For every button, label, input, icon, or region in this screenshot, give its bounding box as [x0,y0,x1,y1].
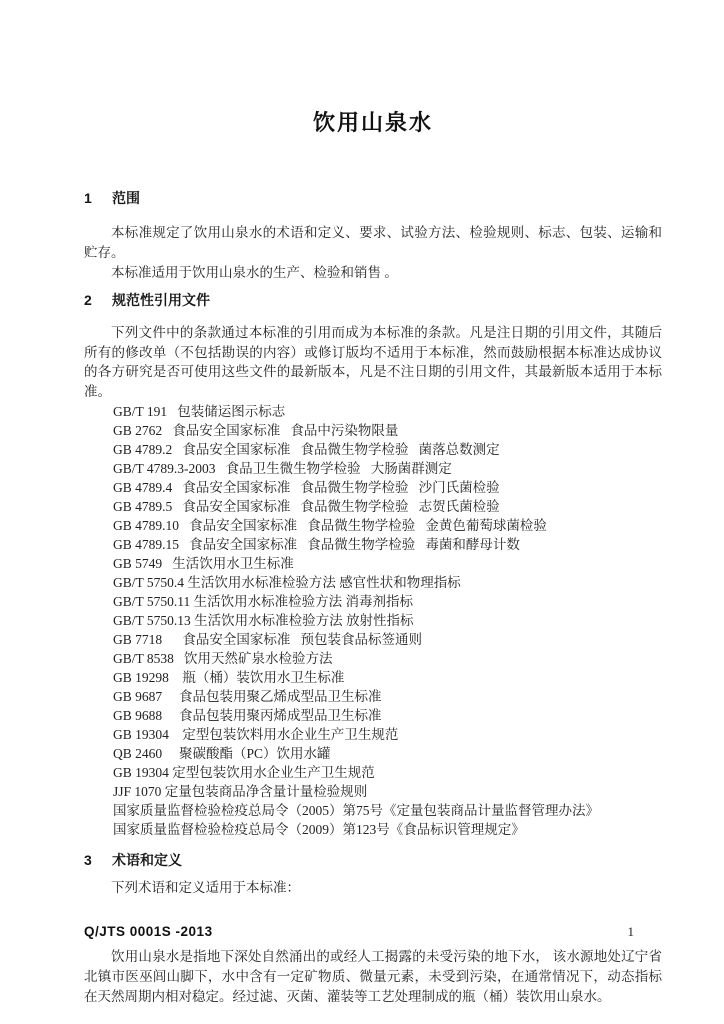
document-title: 饮用山泉水 [312,110,433,135]
section-3-number: 3 [84,852,92,868]
reference-item: GB 4789.4 食品安全国家标准 食品微生物学检验 沙门氏菌检验 [113,480,500,495]
reference-item: GB 4789.5 食品安全国家标准 食品微生物学检验 志贺氏菌检验 [113,499,500,514]
reference-item: GB/T 4789.3-2003 食品卫生微生物学检验 大肠菌群测定 [113,461,452,476]
scope-paragraph-1: 本标准规定了饮用山泉水的术语和定义、要求、试验方法、检验规则、标志、包装、运输和贮存。 [84,225,662,260]
reference-item: GB/T 5750.13 生活饮用水标准检验方法 放射性指标 [113,613,414,628]
reference-item: GB/T 5750.4 生活饮用水标准检验方法 感官性状和物理指标 [113,575,461,590]
reference-item: GB 9687 食品包装用聚乙烯成型品卫生标准 [113,689,382,704]
scope-paragraph-2: 本标准适用于饮用山泉水的生产、检验和销售 。 [111,265,398,280]
reference-item: GB 2762 食品安全国家标准 食品中污染物限量 [113,423,399,438]
reference-item: GB 5749 生活饮用水卫生标准 [113,556,294,571]
reference-item: QB 2460 聚碳酸酯（PC）饮用水罐 [113,746,331,761]
section-2-title: 规范性引用文件 [112,292,210,308]
reference-item: GB/T 8538 饮用天然矿泉水检验方法 [113,651,333,666]
reference-item: GB 4789.2 食品安全国家标准 食品微生物学检验 菌落总数测定 [113,442,500,457]
section-2-heading [84,290,662,310]
reference-item: GB 7718 食品安全国家标准 预包装食品标签通则 [113,632,423,647]
section-1-heading [84,188,662,208]
reference-item: GB 19304 定型包装饮用水企业生产卫生规范 [113,765,375,780]
reference-item: 国家质量监督检验检疫总局令（2009）第123号《食品标识管理规定》 [113,822,525,837]
references-intro-paragraph: 下列文件中的条款通过本标准的引用而成为本标准的条款。凡是注日期的引用文件，其随后所有的修改单（不包括勘误的内容）或修订版均不适用于本标准，然而鼓励根据本标准达成协议的各方研究是否可使用这些文件的最新版本，凡是不注日期的引用文件，其最新版本适用于本标准。 [84,325,662,399]
references-list [84,402,662,839]
reference-item: JJF 1070 定量包装商品净含量计量检验规则 [113,784,368,799]
section-1-title: 范围 [112,190,140,206]
reference-item: 国家质量监督检验检疫总局令（2005）第75号《定量包装商品计量监督管理办法》 [113,803,599,818]
reference-item: GB/T 5750.11 生活饮用水标准检验方法 消毒剂指标 [113,594,414,609]
section-3-heading [84,850,662,870]
reference-item: GB 19304 定型包装饮料用水企业生产卫生规范 [113,727,399,742]
document-code: Q/JTS 0001S -2013 [84,924,213,939]
definition-paragraph: 饮用山泉水是指地下深处自然涌出的或经人工揭露的未受污染的地下水， 该水源地处辽宁省北镇市医巫闾山脚下，水中含有一定矿物质、微量元素，未受到污染，在通常情况下，动态指标在天然周期内相对稳定。经过滤、灭菌、灌装等工艺处理制成的瓶（桶）装饮用山泉水。 [84,949,662,1004]
reference-item: GB 9688 食品包装用聚丙烯成型品卫生标准 [113,708,382,723]
reference-item: GB/T 191 包装储运图示标志 [113,404,286,419]
reference-item: GB 19298 瓶（桶）装饮用水卫生标准 [113,670,345,685]
reference-item: GB 4789.15 食品安全国家标准 食品微生物学检验 毒菌和酵母计数 [113,537,520,552]
page-footer [84,924,662,940]
page-number: 1 [627,924,634,939]
section-2-number: 2 [84,292,92,308]
reference-item: GB 4789.10 食品安全国家标准 食品微生物学检验 金黄色葡萄球菌检验 [113,518,547,533]
terms-intro-paragraph: 下列术语和定义适用于本标准： [111,880,300,895]
section-3-title: 术语和定义 [112,852,182,868]
section-1-number: 1 [84,190,92,206]
